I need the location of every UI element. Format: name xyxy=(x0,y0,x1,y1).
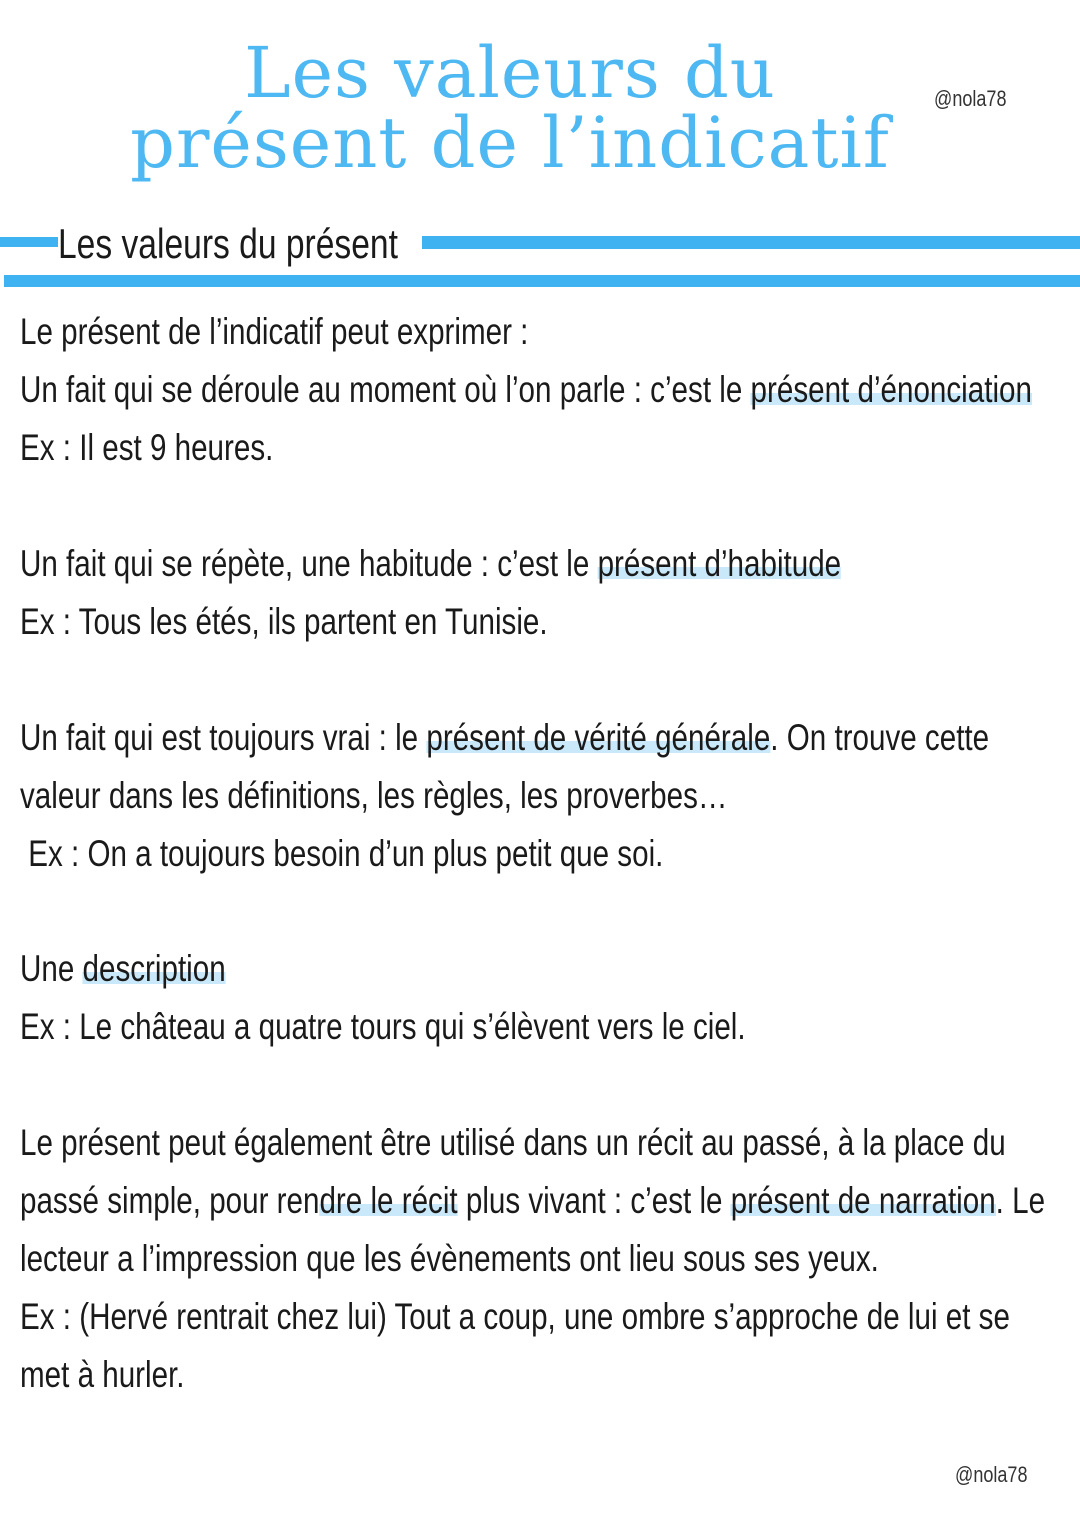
enonciation-example: Ex : Il est 9 heures. xyxy=(20,427,274,468)
intro-line: Le présent de l’indicatif peut exprimer : xyxy=(20,311,529,352)
title-line-2: présent de l’indicatif xyxy=(130,102,890,184)
term-enonciation: présent d’énonciation xyxy=(750,369,1032,410)
term-description: description xyxy=(82,948,226,989)
description-example: Ex : Le château a quatre tours qui s’élèvent vers le ciel. xyxy=(20,1006,746,1047)
heading-bar-right xyxy=(422,236,1080,249)
term-narration: présent de narration xyxy=(730,1180,996,1221)
term-verite-generale: présent de vérité générale xyxy=(426,717,771,758)
habitude-example: Ex : Tous les étés, ils partent en Tunisie. xyxy=(20,601,548,642)
term-habitude: présent d’habitude xyxy=(597,543,842,584)
heading-bar-left xyxy=(0,237,58,247)
habitude-definition: Un fait qui se répète, une habitude : c’est le présent d’habitude xyxy=(20,543,842,584)
author-handle-top: @nola78 xyxy=(934,86,1007,111)
enonciation-definition: Un fait qui se déroule au moment où l’on parle : c’est le présent d’énonciation xyxy=(20,369,1032,410)
verite-example: Ex : On a toujours besoin d’un plus petit que soi. xyxy=(20,833,664,874)
narration-line-2: passé simple, pour rendre le récit plus vivant : c’est le présent de narration. Le xyxy=(20,1180,1046,1221)
section-heading: Les valeurs du présent xyxy=(58,220,398,267)
page-title xyxy=(0,32,1020,184)
author-handle-bottom: @nola78 xyxy=(955,1462,1028,1487)
narration-example-2: met à hurler. xyxy=(20,1354,185,1395)
highlight-recit: dre le récit xyxy=(319,1180,458,1221)
description-definition: Une description xyxy=(20,948,226,989)
verite-definition-line2: valeur dans les définitions, les règles, les proverbes… xyxy=(20,775,728,816)
verite-definition: Un fait qui est toujours vrai : le présent de vérité générale. On trouve cette xyxy=(20,717,990,758)
narration-example-1: Ex : (Hervé rentrait chez lui) Tout a coup, une ombre s’approche de lui et se xyxy=(20,1296,1010,1337)
title-line-1: Les valeurs du xyxy=(244,32,776,114)
narration-line-1: Le présent peut également être utilisé dans un récit au passé, à la place du xyxy=(20,1122,1006,1163)
narration-line-3: lecteur a l’impression que les évènements ont lieu sous ses yeux. xyxy=(20,1238,879,1279)
heading-underline-bar xyxy=(4,275,1080,287)
